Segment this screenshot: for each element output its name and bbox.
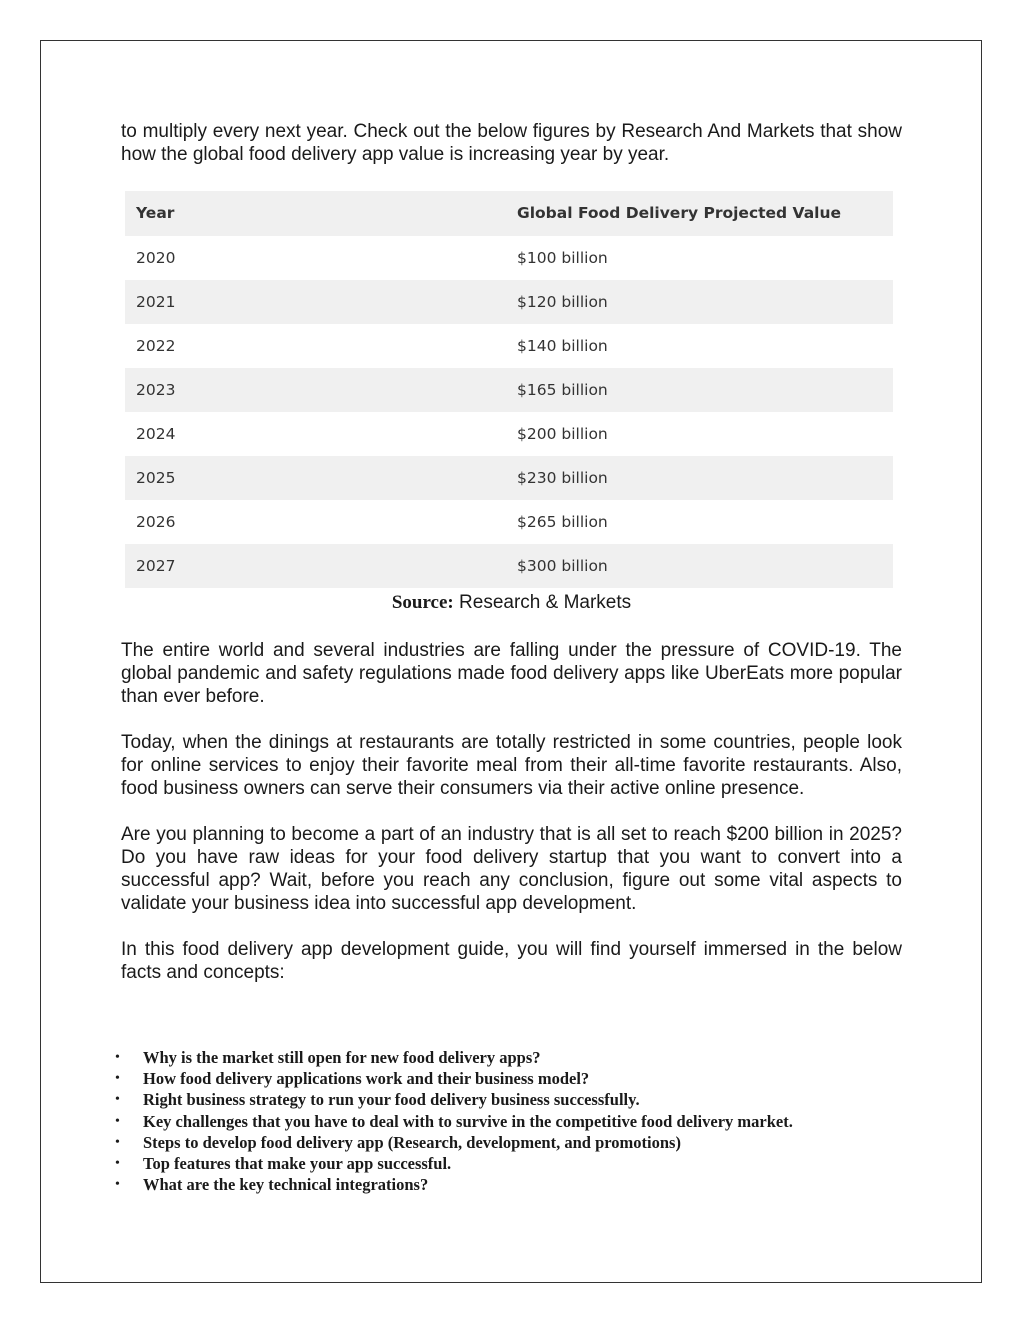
list-item-text: Steps to develop food delivery app (Research, development, and promotions) bbox=[143, 1132, 681, 1152]
list-item-text: Why is the market still open for new food delivery apps? bbox=[143, 1048, 541, 1067]
table-cell-year: 2025 bbox=[136, 468, 176, 487]
bullet-icon: • bbox=[115, 1177, 120, 1193]
document-body bbox=[121, 120, 902, 984]
list-item bbox=[0, 1089, 793, 1110]
list-item-text: How food delivery applications work and their business model? bbox=[143, 1069, 590, 1089]
bullet-icon: • bbox=[115, 1113, 120, 1129]
table-cell-value: $140 billion bbox=[517, 336, 608, 355]
table-row bbox=[125, 544, 893, 588]
table-cell-year: 2021 bbox=[136, 292, 176, 311]
projected-value-table bbox=[125, 191, 893, 588]
table-cell-year: 2027 bbox=[136, 556, 176, 575]
table-source bbox=[121, 591, 902, 614]
table-cell-value: $100 billion bbox=[517, 248, 608, 267]
bullet-icon: • bbox=[115, 1050, 120, 1065]
bullet-icon: • bbox=[115, 1156, 120, 1172]
bullet-icon: • bbox=[115, 1092, 120, 1108]
table-cell-year: 2026 bbox=[136, 512, 176, 531]
table-cell-value: $165 billion bbox=[517, 380, 608, 399]
list-item-text: Top features that make your app successful. bbox=[143, 1154, 452, 1174]
table-cell-value: $200 billion bbox=[517, 424, 608, 443]
list-item bbox=[0, 1068, 793, 1089]
list-item bbox=[0, 1132, 793, 1153]
table-cell-value: $120 billion bbox=[517, 292, 608, 311]
list-item-text: What are the key technical integrations? bbox=[143, 1175, 429, 1195]
covid-paragraph: The entire world and several industries are falling under the pressure of COVID-19. The global pandemic and safety regulations made food delivery apps like UberEats more popular than ever before. bbox=[121, 640, 902, 707]
table-row bbox=[125, 324, 893, 368]
list-item bbox=[0, 1111, 793, 1132]
list-item bbox=[0, 1174, 793, 1195]
table-row bbox=[125, 412, 893, 456]
list-item bbox=[0, 1047, 793, 1068]
table-cell-year: 2020 bbox=[136, 248, 176, 267]
table-cell-value: $265 billion bbox=[517, 512, 608, 531]
table-header-year: Year bbox=[136, 204, 175, 222]
guide-paragraph: In this food delivery app development guide, you will find yourself immersed in the below facts and concepts: bbox=[121, 939, 902, 983]
source-label: Source: bbox=[391, 592, 454, 613]
table-row bbox=[125, 500, 893, 544]
table-cell-year: 2023 bbox=[136, 380, 176, 399]
table-cell-year: 2022 bbox=[136, 336, 176, 355]
bullet-icon: • bbox=[115, 1134, 120, 1150]
source-text: Research & Markets bbox=[453, 592, 632, 613]
restaurants-paragraph: Today, when the dinings at restaurants are totally restricted in some countries, people look for online services to enjoy their favorite meal from their all-time favorite restaurants. Also, food business owners can serve their consumers via their active online presence. bbox=[121, 732, 902, 799]
table-row bbox=[125, 368, 893, 412]
table-cell-year: 2024 bbox=[136, 424, 176, 443]
table-header-row bbox=[125, 191, 893, 236]
list-item-text: Right business strategy to run your food delivery business successfully. bbox=[143, 1090, 640, 1110]
table-cell-value: $300 billion bbox=[517, 556, 608, 575]
bullet-icon: • bbox=[115, 1071, 120, 1087]
industry-paragraph: Are you planning to become a part of an industry that is all set to reach $200 billion in 2025? Do you have raw ideas for your food delivery startup that you want to convert into a successful app? Wait, before you reach any conclusion, figure out some vital aspects to validate your business idea into successful app development. bbox=[121, 824, 902, 914]
intro-paragraph: to multiply every next year. Check out the below figures by Research And Markets that show how the global food delivery app value is increasing year by year. bbox=[121, 121, 902, 165]
list-item bbox=[0, 1153, 793, 1174]
list-item-text: Key challenges that you have to deal with to survive in the competitive food delivery market. bbox=[143, 1111, 793, 1131]
table-row bbox=[125, 456, 893, 500]
table-row bbox=[125, 280, 893, 324]
table-row bbox=[125, 236, 893, 280]
table-header-value: Global Food Delivery Projected Value bbox=[517, 204, 842, 222]
topics-list bbox=[0, 1047, 793, 1195]
table-cell-value: $230 billion bbox=[517, 468, 608, 487]
